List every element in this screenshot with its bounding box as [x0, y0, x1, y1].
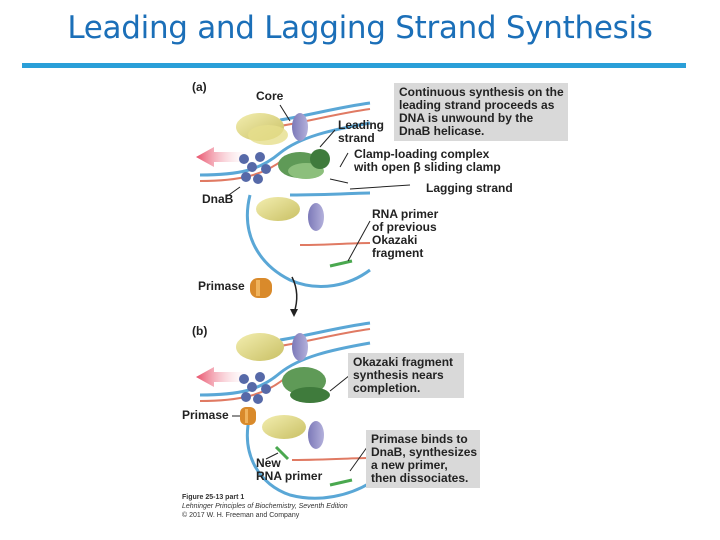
panel-a-letter: (a)	[192, 80, 207, 94]
clamp-loading-complex	[278, 149, 330, 179]
core-label: Core	[256, 89, 284, 103]
pol-iii-core-upper	[236, 113, 308, 145]
note-line: a new primer,	[371, 458, 448, 472]
leading-strand-label	[338, 119, 384, 145]
note-line: DnaB, synthesizes	[371, 445, 478, 459]
panel-b-letter: (b)	[192, 324, 208, 338]
note-line: synthesis nears	[353, 368, 444, 382]
copyright: © 2017 W. H. Freeman and Company	[182, 512, 300, 519]
lagging-strand-template	[290, 193, 370, 195]
rna-primer-label	[372, 208, 438, 260]
rna-primer-label-line: Okazaki	[372, 233, 418, 247]
step-arrow-head	[290, 309, 298, 317]
note-leading-synthesis	[394, 83, 568, 141]
note-line: then dissociates.	[371, 471, 469, 485]
note-line: DNA is unwound by the	[399, 111, 534, 125]
primase-protein	[240, 407, 256, 425]
new-rna-primer-label-line: RNA primer	[256, 469, 323, 483]
new-rna-primer-label	[256, 457, 322, 483]
leading-strand-label-line: Leading	[338, 118, 385, 132]
clamp-loading-complex	[282, 367, 330, 403]
note-line: leading strand proceeds as	[399, 98, 555, 112]
figure-caption	[182, 493, 348, 520]
title-divider	[22, 63, 686, 68]
rna-primer-label-line: fragment	[372, 246, 424, 260]
pol-iii-core-upper	[236, 333, 308, 361]
note-line: Okazaki fragment	[353, 355, 454, 369]
primase-label-a: Primase	[198, 279, 245, 293]
slide-title: Leading and Lagging Strand Synthesis	[67, 10, 653, 46]
pol-iii-core-lower	[256, 197, 324, 231]
note-line: completion.	[353, 381, 421, 395]
primase-label-b: Primase	[182, 408, 229, 422]
figure-number: Figure 25-13 part 1	[182, 494, 245, 501]
note-okazaki-completion	[348, 353, 464, 398]
pol-iii-core-lower	[262, 415, 324, 449]
okazaki-fragment	[300, 243, 370, 245]
clamp-loading-label-line: Clamp-loading complex	[354, 147, 490, 161]
note-line: Continuous synthesis on the	[399, 85, 564, 99]
note-line: Primase binds to	[371, 432, 468, 446]
replication-figure	[180, 75, 580, 527]
rna-primer-label-line: RNA primer	[372, 207, 439, 221]
dnab-label: DnaB	[202, 192, 234, 206]
primase-protein	[250, 278, 272, 298]
leading-strand-label-line: strand	[338, 131, 375, 145]
note-line: DnaB helicase.	[399, 124, 485, 138]
new-rna-primer-label-line: New	[256, 456, 281, 470]
book-title: Lehninger Principles of Biochemistry, Seventh Edition	[182, 503, 348, 510]
previous-rna-primer	[330, 480, 352, 485]
dnab-helicase	[239, 152, 271, 184]
note-primase-binding	[366, 430, 480, 488]
dnab-helicase	[239, 372, 271, 404]
clamp-loading-label	[354, 148, 501, 174]
clamp-loading-label-line: with open β sliding clamp	[354, 160, 501, 174]
previous-rna-primer	[330, 261, 352, 266]
lagging-strand-label: Lagging strand	[426, 181, 513, 195]
rna-primer-label-line: of previous	[372, 220, 437, 234]
